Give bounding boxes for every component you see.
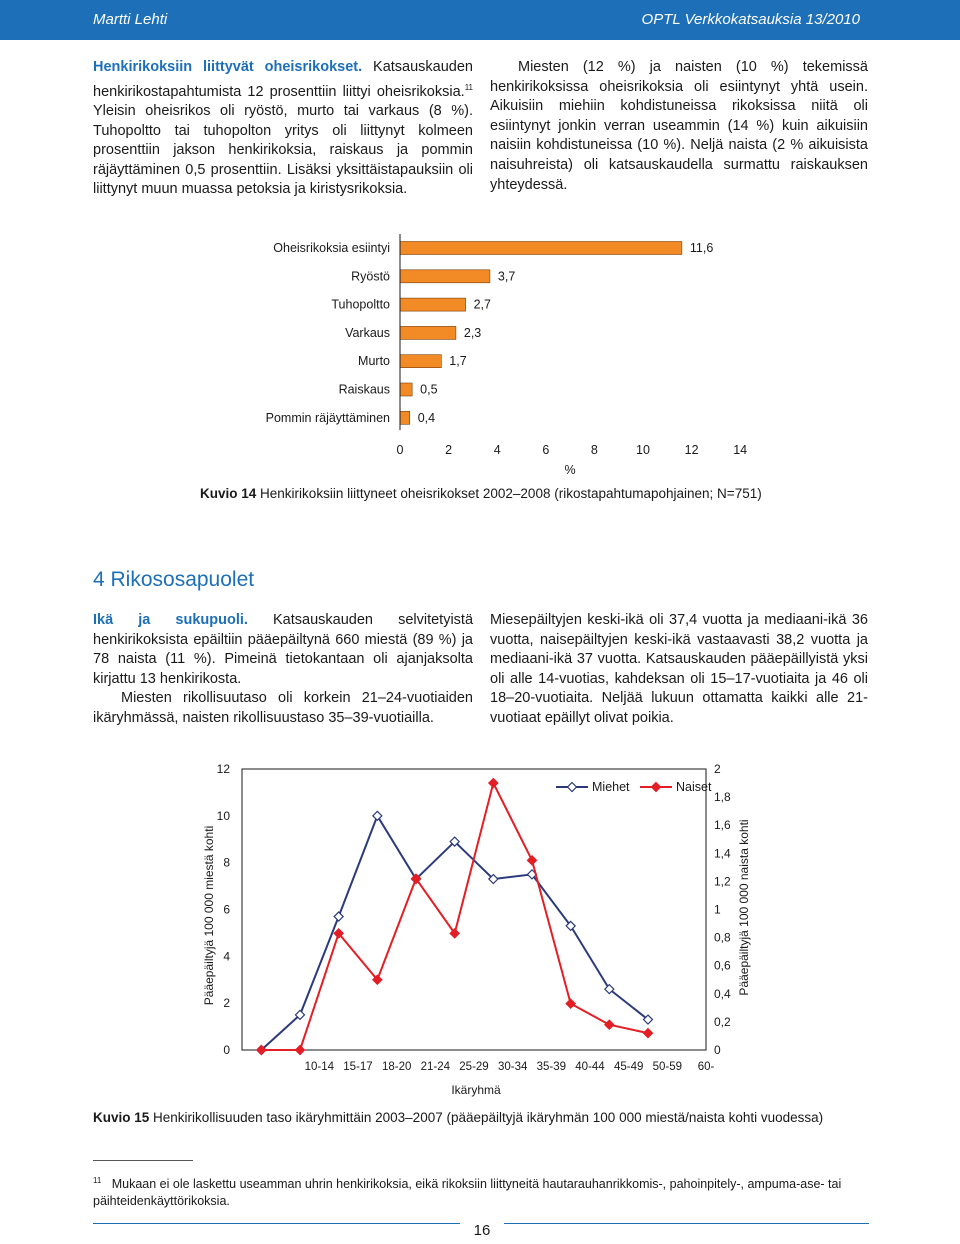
top-left-column — [93, 58, 473, 200]
y-left-tick-label: 6 — [223, 902, 230, 917]
x-tick-label: 2 — [445, 443, 453, 457]
footnote-ref: 11 — [464, 82, 473, 92]
footnote-text: Mukaan ei ole laskettu useamman uhrin henkirikoksia, eikä rikoksiin liittyneitä hautarauhanrikkomis-, pahoinpitely-, ampuma-ase- tai päihteidenkäyttörikoksia. — [93, 1177, 842, 1209]
bar — [400, 298, 466, 311]
bar-category-label: Ryöstö — [351, 269, 390, 284]
x-tick-label: 50-59 — [652, 1061, 683, 1073]
y-right-tick-label: 1 — [714, 902, 721, 917]
series-point-naiset — [644, 1029, 653, 1038]
y-left-tick-label: 2 — [223, 996, 230, 1011]
x-axis-label: % — [564, 463, 576, 477]
x-tick-label: 10-14 — [304, 1061, 335, 1073]
top-right-column — [490, 58, 868, 195]
legend-label: Miehet — [592, 780, 630, 794]
y-right-tick-label: 0,4 — [714, 986, 731, 1001]
y-left-tick-label: 8 — [223, 855, 230, 870]
series-point-naiset — [489, 779, 498, 788]
x-tick-label: 21-24 — [420, 1061, 451, 1073]
bar-category-label: Murto — [358, 354, 390, 369]
series-point-naiset — [566, 999, 575, 1008]
x-tick-label: 35-39 — [536, 1061, 567, 1073]
figure15-caption-text: Henkirikollisuuden taso ikäryhmittäin 2003–2007 (pääepäiltyjä ikäryhmän 100 000 miestä/naista kohti vuodessa) — [153, 1110, 824, 1125]
y-right-tick-label: 1,6 — [714, 818, 731, 833]
bar-value-label: 3,7 — [497, 269, 516, 284]
footnote-divider — [93, 1160, 193, 1161]
bar — [400, 411, 410, 424]
y-right-tick-label: 2 — [714, 762, 721, 776]
x-tick-label: 4 — [493, 443, 501, 457]
series-point-naiset — [528, 856, 537, 865]
series-point-miehet — [373, 811, 382, 820]
plot-frame — [242, 769, 706, 1050]
page-number: 16 — [460, 1218, 504, 1240]
y-right-tick-label: 0,8 — [714, 930, 731, 945]
figure14-caption-text: Henkirikoksiin liittyneet oheisrikokset 2002–2008 (rikostapahtumapohjainen; N=751) — [260, 486, 762, 501]
figure15-caption — [93, 1109, 883, 1127]
series-point-naiset — [605, 1020, 614, 1029]
bar-category-label: Pommin räjäyttäminen — [265, 410, 390, 425]
mid-right-column — [490, 611, 868, 729]
series-point-miehet — [334, 912, 343, 921]
y-right-tick-label: 1,8 — [714, 790, 731, 805]
paragraph — [93, 611, 473, 689]
series-line-naiset — [261, 783, 648, 1050]
bar-value-label: 0,5 — [420, 382, 438, 397]
x-tick-label: 40-44 — [575, 1061, 605, 1073]
x-tick-label: 25-29 — [459, 1061, 489, 1073]
bar — [400, 383, 412, 396]
footnote-number: 11 — [93, 1176, 102, 1185]
y-right-axis-label: Pääepäiltyjä 100 000 naista kohti — [737, 819, 751, 996]
figure15-label: Kuvio 15 — [93, 1110, 150, 1125]
footnote — [93, 1172, 883, 1210]
paragraph: Miesten rikollisuutaso oli korkein 21–24-vuotiaiden ikäryhmässä, naisten rikollisuustaso 35–39-vuotiailla. — [93, 690, 473, 726]
x-tick-label: 12 — [684, 443, 699, 457]
y-right-tick-label: 0,2 — [714, 1014, 731, 1029]
bar-category-label: Tuhopoltto — [331, 297, 390, 312]
header-series: OPTL Verkkokatsauksia 13/2010 — [641, 11, 860, 28]
x-tick-label: 8 — [590, 443, 598, 457]
paragraph-text: Katsauskauden selvitetyistä henkirikoksista epäiltiin pääepäiltynä 660 miestä (89 %) ja 78 naista (11 %). Pimeinä tietokantaan oli ajanjaksolta kirjattu 13 henkirikosta. — [93, 612, 474, 687]
x-tick-label: 30-34 — [497, 1061, 528, 1073]
figure14-caption — [200, 485, 880, 503]
y-left-tick-label: 4 — [223, 949, 230, 964]
section-title: 4 Rikososapuolet — [93, 568, 255, 591]
series-point-naiset — [296, 1046, 305, 1055]
x-axis-label: Ikäryhmä — [451, 1083, 501, 1097]
header-author: Martti Lehti — [93, 11, 168, 28]
bar-value-label: 0,4 — [417, 410, 436, 425]
x-tick-label: 10 — [636, 443, 650, 457]
legend-label: Naiset — [676, 780, 712, 794]
y-left-tick-label: 0 — [223, 1043, 230, 1057]
y-left-tick-label: 12 — [216, 762, 230, 776]
y-left-tick-label: 10 — [216, 808, 230, 823]
y-right-tick-label: 0 — [714, 1043, 721, 1057]
paragraph: Miesepäiltyjen keski-ikä oli 37,4 vuotta ja mediaani-ikä 36 vuotta, naisepäiltyjen keski-ikä vastaavasti 38,2 vuotta ja mediaani-ikä 37 vuotta. Katsauskauden pääepäillyistä yksi oli alle 14-vuotias, kahdeksan oli 15–17-vuotiaita ja 46 oli 18–20-vuotiaita. Neljää lukuun ottamatta kaikki alle 21-vuotiaat epäillyt olivat poikia. — [490, 612, 868, 726]
paragraph — [93, 58, 473, 200]
paragraph: Miesten (12 %) ja naisten (10 %) tekemissä henkirikoksissa oheisrikoksia oli esiintynyt yhtä usein. Aikuisiin miehiin kohdistuneissa rikoksissa niitä oli esiintynyt jonkin verran useammin (14 %) kuin aikuisiin naisiin kohdistuneissa (10 %). Neljä naista (2 % aikuisista naisuhreista) oli katsauskaudella surmattu raiskauksen yhteydessä. — [490, 59, 868, 193]
legend-marker — [568, 783, 577, 792]
bar-value-label: 2,7 — [473, 297, 492, 312]
figure14-bar-chart — [0, 230, 960, 480]
bar-category-label: Oheisrikoksia esiintyi — [273, 241, 390, 255]
lead-heading: Ikä ja sukupuoli. — [93, 612, 248, 628]
bar-value-label: 11,6 — [689, 241, 714, 255]
x-tick-label: 0 — [396, 443, 404, 457]
bar-value-label: 2,3 — [463, 325, 482, 340]
x-tick-label: 6 — [542, 443, 550, 457]
y-left-axis-label: Pääepäiltyjä 100 000 miestä kohti — [202, 825, 216, 1006]
y-right-tick-label: 1,2 — [714, 874, 731, 889]
bar — [400, 270, 490, 283]
bar — [400, 242, 682, 255]
bar — [400, 355, 441, 368]
x-tick-label: 45-49 — [613, 1061, 644, 1073]
page-header — [0, 0, 960, 40]
paragraph-text: Yleisin oheisrikos oli ryöstö, murto tai varkaus (8 %). Tuhopoltto tai tuhopolton yritys oli liittynyt kolmeen prosenttiin jakson henkirikoksia, raiskaus ja pommin räjäyttäminen 0,5 prosenttiin. Lisäksi yksittäistapauksiin oli liittynyt muun muassa petoksia ja kiristysrikoksia. — [93, 103, 473, 198]
x-tick-label: 15-17 — [343, 1061, 373, 1073]
lead-heading: Henkirikoksiin liittyvät oheisrikokset. — [93, 59, 363, 75]
bar — [400, 326, 456, 339]
figure14-label: Kuvio 14 — [200, 486, 257, 501]
bar-category-label: Raiskaus — [338, 382, 390, 397]
y-right-tick-label: 1,4 — [714, 846, 731, 861]
x-tick-label: 18-20 — [381, 1061, 412, 1073]
x-tick-label: 60- — [697, 1061, 715, 1073]
y-right-tick-label: 0,6 — [714, 958, 731, 973]
x-tick-label: 14 — [733, 443, 748, 457]
mid-left-column — [93, 611, 473, 729]
bar-category-label: Varkaus — [345, 325, 390, 340]
figure15-line-chart — [0, 752, 960, 1102]
bar-value-label: 1,7 — [449, 354, 467, 369]
legend-marker — [652, 783, 661, 792]
paragraph-text: Katsauskauden henkirikostapahtumista 12 prosenttiin liittyi oheisrikoksia. — [93, 59, 473, 100]
